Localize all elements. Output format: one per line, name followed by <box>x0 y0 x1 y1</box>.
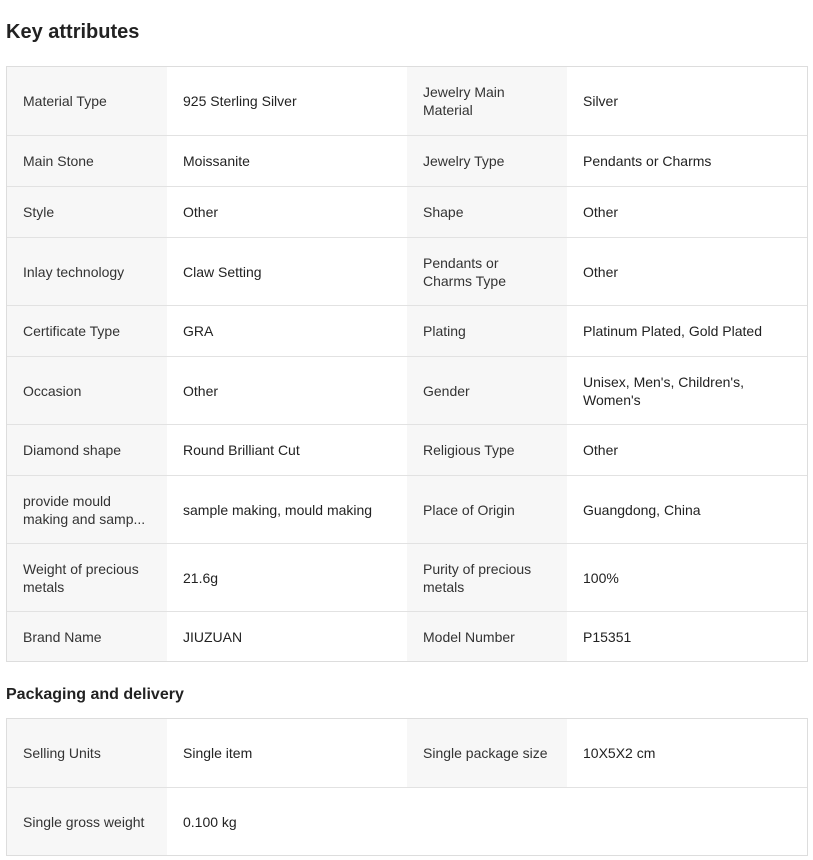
attribute-value: Other <box>167 187 407 237</box>
table-row <box>7 67 807 135</box>
attribute-value: Claw Setting <box>167 238 407 305</box>
packaging-title: Packaging and delivery <box>6 686 184 703</box>
attribute-label: Selling Units <box>7 719 167 787</box>
key-attributes-table <box>6 66 808 662</box>
table-row <box>7 543 807 611</box>
key-attributes-title: Key attributes <box>6 21 140 43</box>
attribute-value: Unisex, Men's, Children's, Women's <box>567 357 807 424</box>
attribute-label: Occasion <box>7 357 167 424</box>
table-row <box>7 135 807 186</box>
table-row <box>7 237 807 305</box>
attribute-label: Jewelry Type <box>407 136 567 186</box>
table-row <box>7 475 807 543</box>
attribute-value: Guangdong, China <box>567 476 807 543</box>
attribute-value: Moissanite <box>167 136 407 186</box>
table-row <box>7 424 807 475</box>
attribute-label: Jewelry Main Material <box>407 67 567 135</box>
attribute-value: 21.6g <box>167 544 407 611</box>
table-row <box>7 787 807 855</box>
attribute-value: Other <box>567 187 807 237</box>
attribute-value: sample making, mould making <box>167 476 407 543</box>
attribute-value: Single item <box>167 719 407 787</box>
packaging-table <box>6 718 808 856</box>
attribute-label: Plating <box>407 306 567 356</box>
table-row <box>7 611 807 661</box>
attribute-label: Single gross weight <box>7 788 167 855</box>
attribute-label: Weight of precious metals <box>7 544 167 611</box>
attribute-value: Other <box>567 238 807 305</box>
attribute-label: provide mould making and samp... <box>7 476 167 543</box>
attribute-label: Brand Name <box>7 612 167 661</box>
attribute-value: GRA <box>167 306 407 356</box>
attribute-value: 10X5X2 cm <box>567 719 807 787</box>
attribute-label: Single package size <box>407 719 567 787</box>
attribute-value: 0.100 kg <box>167 788 407 855</box>
attribute-label: Diamond shape <box>7 425 167 475</box>
attribute-label: Material Type <box>7 67 167 135</box>
attribute-value: 925 Sterling Silver <box>167 67 407 135</box>
table-row <box>7 356 807 424</box>
table-row <box>7 305 807 356</box>
attribute-value: JIUZUAN <box>167 612 407 661</box>
attribute-label: Pendants or Charms Type <box>407 238 567 305</box>
table-row <box>7 719 807 787</box>
attribute-label: Religious Type <box>407 425 567 475</box>
attribute-label: Gender <box>407 357 567 424</box>
attribute-label: Style <box>7 187 167 237</box>
attribute-label: Main Stone <box>7 136 167 186</box>
attribute-value: Pendants or Charms <box>567 136 807 186</box>
attribute-label: Shape <box>407 187 567 237</box>
attribute-value: Round Brilliant Cut <box>167 425 407 475</box>
attribute-label: Model Number <box>407 612 567 661</box>
empty-cell <box>407 788 807 855</box>
attribute-value: Platinum Plated, Gold Plated <box>567 306 807 356</box>
attribute-label: Inlay technology <box>7 238 167 305</box>
table-row <box>7 186 807 237</box>
attribute-label: Certificate Type <box>7 306 167 356</box>
attribute-value: Other <box>167 357 407 424</box>
attribute-label: Place of Origin <box>407 476 567 543</box>
attribute-label: Purity of precious metals <box>407 544 567 611</box>
attribute-value: Silver <box>567 67 807 135</box>
attribute-value: 100% <box>567 544 807 611</box>
attribute-value: Other <box>567 425 807 475</box>
attribute-value: P15351 <box>567 612 807 661</box>
